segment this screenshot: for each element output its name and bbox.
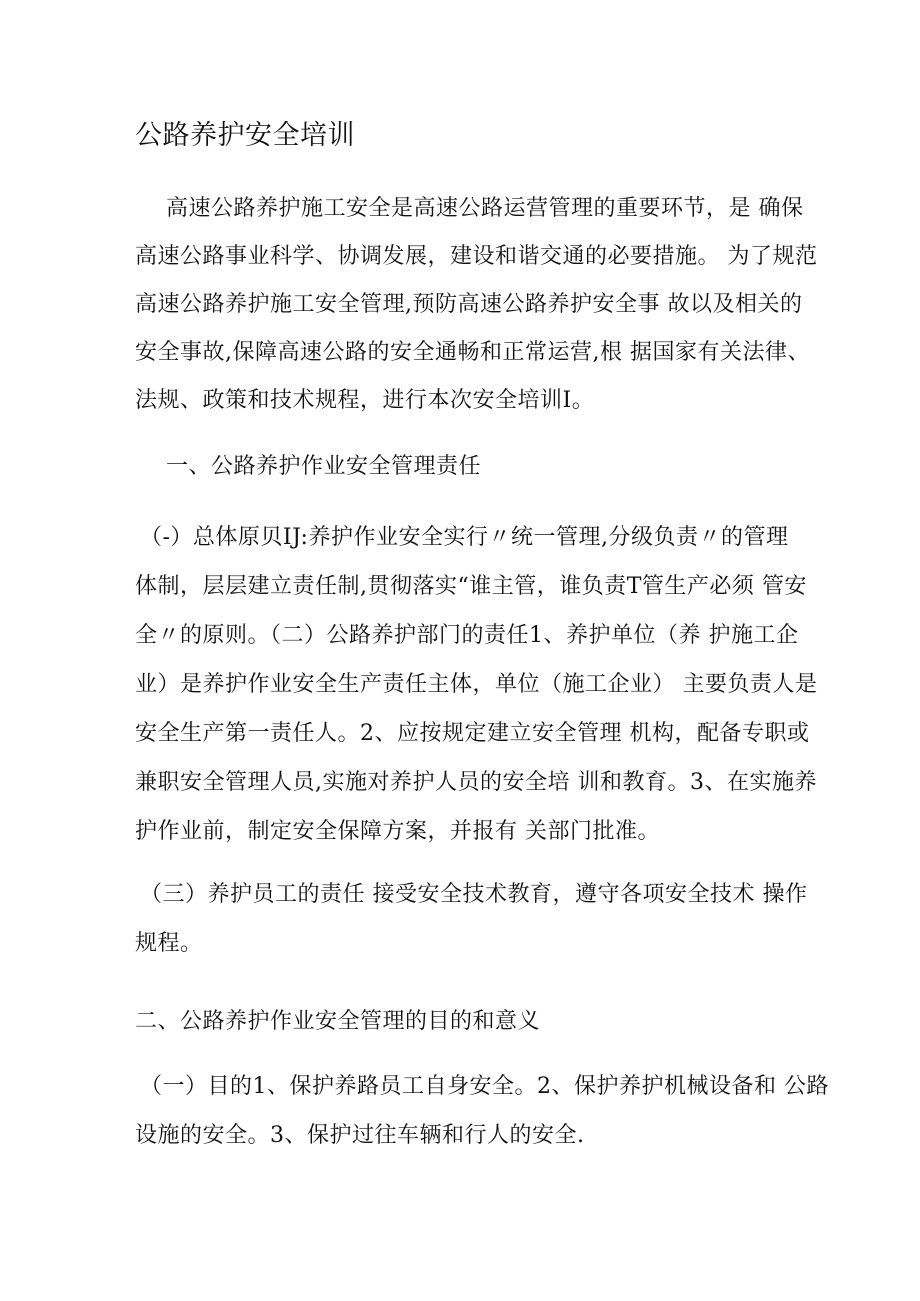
intro-line-3: 高速公路养护施工安全管理,预防高速公路养护安全事 故以及相关的 (135, 292, 803, 317)
section1-sub3-line-2: 规程。 (135, 931, 203, 956)
section1-heading: 一、公路养护作业安全管理责任 (166, 454, 482, 479)
section1-line-2: 体制，层层建立责任制,贯彻落实“谁主管，谁负责T管生产必须 管安 (135, 574, 807, 599)
document-title: 公路养护安全培训 (135, 120, 355, 151)
section1-line-3: 全〃的原则。（二）公路养护部门的责任1、养护单位（养 护施工企 (135, 623, 799, 648)
section1-sub3-line-1: （三）养护员工的责任 接受安全技术教育，遵守各项安全技术 操作 (140, 882, 808, 907)
section1-line-5: 安全生产第一责任人。2、应按规定建立安全管理 机构，配备专职或 (135, 721, 810, 746)
section1-line-6: 兼职安全管理人员,实施对养护人员的安全培 训和教育。3、在实施养 (135, 770, 817, 795)
section1-line-1: （-）总体原贝IJ:养护作业安全实行〃统一管理,分级负责〃的管理 (140, 525, 789, 550)
section2-heading: 二、公路养护作业安全管理的目的和意义 (135, 1009, 541, 1034)
section2-line-1: （一）目的1、保护养路员工自身安全。2、保护养护机械设备和 公路 (140, 1074, 829, 1099)
section1-line-4: 业）是养护作业安全生产责任主体，单位（施工企业） 主要负责人是 (135, 672, 818, 697)
intro-line-1: 高速公路养护施工安全是高速公路运营管理的重要环节，是 确保 (166, 196, 804, 221)
intro-line-2: 高速公路事业科学、协调发展，建设和谐交通的必要措施。 为了规范 (135, 244, 818, 269)
intro-line-4: 安全事故,保障高速公路的安全通畅和正常运营,根 据国家有关法律、 (135, 340, 810, 365)
section1-line-7: 护作业前，制定安全保障方案，并报有 关部门批准。 (135, 819, 660, 844)
section2-line-2: 设施的安全。3、保护过往车辆和行人的安全. (135, 1123, 585, 1148)
intro-line-5: 法规、政策和技术规程，进行本次安全培训I。 (135, 388, 595, 413)
